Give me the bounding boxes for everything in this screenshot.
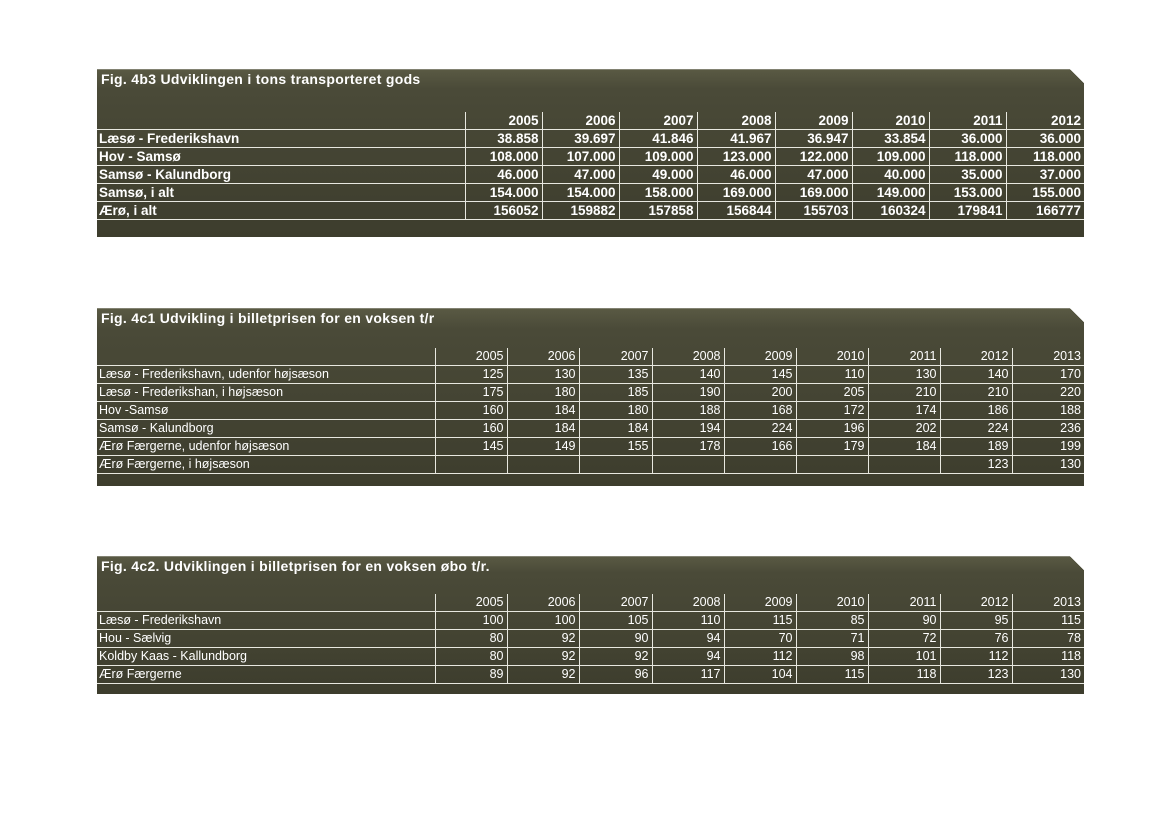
table-ticket-price-adult-grid xyxy=(97,348,1084,474)
value-cell: 98 xyxy=(796,648,868,666)
value-cell: 149 xyxy=(507,438,579,456)
value-cell: 159882 xyxy=(542,202,619,220)
value-cell: 180 xyxy=(507,384,579,402)
value-cell: 188 xyxy=(652,402,724,420)
table-row xyxy=(97,384,1084,402)
value-cell: 160324 xyxy=(852,202,929,220)
value-cell: 168 xyxy=(724,402,796,420)
value-cell xyxy=(579,456,652,474)
table-row xyxy=(97,612,1084,630)
value-cell: 109.000 xyxy=(852,148,929,166)
value-cell: 85 xyxy=(796,612,868,630)
value-cell: 115 xyxy=(724,612,796,630)
year-header: 2011 xyxy=(929,112,1006,130)
table-ticket-price-islander xyxy=(97,556,1084,694)
value-cell: 110 xyxy=(652,612,724,630)
value-cell: 115 xyxy=(796,666,868,684)
year-header: 2013 xyxy=(1012,594,1084,612)
value-cell: 220 xyxy=(1012,384,1084,402)
value-cell: 154.000 xyxy=(465,184,542,202)
year-header: 2007 xyxy=(579,348,652,366)
table-row xyxy=(97,630,1084,648)
value-cell: 92 xyxy=(507,648,579,666)
row-label: Hou - Sælvig xyxy=(97,630,435,648)
year-header: 2009 xyxy=(775,112,852,130)
year-header: 2010 xyxy=(796,348,868,366)
value-cell: 46.000 xyxy=(465,166,542,184)
table-ticket-price-adult xyxy=(97,308,1084,486)
value-cell: 196 xyxy=(796,420,868,438)
year-header: 2006 xyxy=(507,348,579,366)
row-label: Læsø - Frederikshavn, udenfor højsæson xyxy=(97,366,435,384)
year-header: 2011 xyxy=(868,348,940,366)
value-cell: 178 xyxy=(652,438,724,456)
table-ticket-price-islander-title: Fig. 4c2. Udviklingen i billetprisen for en voksen øbo t/r. xyxy=(101,558,490,574)
table-header-row xyxy=(97,112,1084,130)
table-ticket-price-islander-grid xyxy=(97,594,1084,684)
header-label-cell xyxy=(97,348,435,366)
table-row xyxy=(97,130,1084,148)
value-cell: 110 xyxy=(796,366,868,384)
value-cell: 130 xyxy=(1012,666,1084,684)
value-cell: 184 xyxy=(579,420,652,438)
value-cell: 184 xyxy=(507,420,579,438)
row-label: Samsø - Kalundborg xyxy=(97,420,435,438)
value-cell: 122.000 xyxy=(775,148,852,166)
value-cell: 166777 xyxy=(1006,202,1084,220)
value-cell: 95 xyxy=(940,612,1012,630)
value-cell: 36.000 xyxy=(929,130,1006,148)
value-cell: 205 xyxy=(796,384,868,402)
year-header: 2008 xyxy=(652,594,724,612)
value-cell: 118 xyxy=(1012,648,1084,666)
value-cell: 199 xyxy=(1012,438,1084,456)
value-cell: 100 xyxy=(507,612,579,630)
value-cell: 49.000 xyxy=(619,166,697,184)
value-cell: 90 xyxy=(579,630,652,648)
value-cell: 149.000 xyxy=(852,184,929,202)
row-label: Samsø, i alt xyxy=(97,184,465,202)
year-header: 2008 xyxy=(697,112,775,130)
value-cell: 100 xyxy=(435,612,507,630)
year-header: 2009 xyxy=(724,348,796,366)
value-cell: 47.000 xyxy=(542,166,619,184)
table-row xyxy=(97,148,1084,166)
value-cell: 78 xyxy=(1012,630,1084,648)
value-cell: 92 xyxy=(507,666,579,684)
value-cell: 123.000 xyxy=(697,148,775,166)
value-cell xyxy=(507,456,579,474)
value-cell: 109.000 xyxy=(619,148,697,166)
value-cell: 40.000 xyxy=(852,166,929,184)
table-header-row xyxy=(97,594,1084,612)
row-label: Ærø, i alt xyxy=(97,202,465,220)
year-header: 2005 xyxy=(465,112,542,130)
value-cell: 41.846 xyxy=(619,130,697,148)
value-cell: 80 xyxy=(435,648,507,666)
value-cell: 72 xyxy=(868,630,940,648)
table-row xyxy=(97,456,1084,474)
table-row xyxy=(97,438,1084,456)
value-cell: 189 xyxy=(940,438,1012,456)
value-cell: 158.000 xyxy=(619,184,697,202)
value-cell: 200 xyxy=(724,384,796,402)
value-cell: 166 xyxy=(724,438,796,456)
value-cell: 157858 xyxy=(619,202,697,220)
table-header-row xyxy=(97,348,1084,366)
year-header: 2007 xyxy=(579,594,652,612)
value-cell: 112 xyxy=(724,648,796,666)
value-cell: 38.858 xyxy=(465,130,542,148)
year-header: 2013 xyxy=(1012,348,1084,366)
table-row xyxy=(97,184,1084,202)
value-cell: 184 xyxy=(868,438,940,456)
year-header: 2006 xyxy=(542,112,619,130)
row-label: Hov -Samsø xyxy=(97,402,435,420)
value-cell: 153.000 xyxy=(929,184,1006,202)
value-cell: 169.000 xyxy=(775,184,852,202)
table-freight-tons-title: Fig. 4b3 Udviklingen i tons transporteret gods xyxy=(101,71,421,87)
value-cell: 80 xyxy=(435,630,507,648)
value-cell: 112 xyxy=(940,648,1012,666)
value-cell: 104 xyxy=(724,666,796,684)
table-row xyxy=(97,648,1084,666)
value-cell: 47.000 xyxy=(775,166,852,184)
value-cell: 202 xyxy=(868,420,940,438)
value-cell: 179841 xyxy=(929,202,1006,220)
value-cell xyxy=(796,456,868,474)
row-label: Ærø Færgerne xyxy=(97,666,435,684)
value-cell: 117 xyxy=(652,666,724,684)
value-cell: 156844 xyxy=(697,202,775,220)
value-cell: 135 xyxy=(579,366,652,384)
value-cell: 118.000 xyxy=(1006,148,1084,166)
table-freight-tons xyxy=(97,69,1084,237)
year-header: 2012 xyxy=(940,348,1012,366)
value-cell: 236 xyxy=(1012,420,1084,438)
value-cell: 130 xyxy=(868,366,940,384)
value-cell: 210 xyxy=(868,384,940,402)
value-cell: 33.854 xyxy=(852,130,929,148)
table-row xyxy=(97,420,1084,438)
year-header: 2010 xyxy=(852,112,929,130)
value-cell: 155703 xyxy=(775,202,852,220)
row-label: Læsø - Frederikshavn xyxy=(97,612,435,630)
value-cell: 184 xyxy=(507,402,579,420)
value-cell: 46.000 xyxy=(697,166,775,184)
table-freight-tons-grid xyxy=(97,112,1084,220)
year-header: 2006 xyxy=(507,594,579,612)
value-cell: 170 xyxy=(1012,366,1084,384)
header-label-cell xyxy=(97,594,435,612)
year-header: 2005 xyxy=(435,594,507,612)
value-cell: 175 xyxy=(435,384,507,402)
value-cell: 169.000 xyxy=(697,184,775,202)
value-cell: 155 xyxy=(579,438,652,456)
value-cell: 37.000 xyxy=(1006,166,1084,184)
table-row xyxy=(97,402,1084,420)
table-row xyxy=(97,166,1084,184)
value-cell: 94 xyxy=(652,648,724,666)
value-cell: 210 xyxy=(940,384,1012,402)
year-header: 2011 xyxy=(868,594,940,612)
value-cell: 224 xyxy=(724,420,796,438)
value-cell: 194 xyxy=(652,420,724,438)
year-header: 2009 xyxy=(724,594,796,612)
value-cell: 179 xyxy=(796,438,868,456)
value-cell: 70 xyxy=(724,630,796,648)
year-header: 2012 xyxy=(940,594,1012,612)
table-row xyxy=(97,366,1084,384)
year-header: 2010 xyxy=(796,594,868,612)
value-cell: 130 xyxy=(1012,456,1084,474)
value-cell: 96 xyxy=(579,666,652,684)
value-cell: 172 xyxy=(796,402,868,420)
value-cell: 140 xyxy=(652,366,724,384)
table-row xyxy=(97,666,1084,684)
value-cell: 108.000 xyxy=(465,148,542,166)
value-cell: 107.000 xyxy=(542,148,619,166)
table-row xyxy=(97,202,1084,220)
year-header: 2005 xyxy=(435,348,507,366)
year-header: 2007 xyxy=(619,112,697,130)
year-header: 2012 xyxy=(1006,112,1084,130)
row-label: Samsø - Kalundborg xyxy=(97,166,465,184)
header-label-cell xyxy=(97,112,465,130)
row-label: Læsø - Frederikshan, i højsæson xyxy=(97,384,435,402)
value-cell xyxy=(724,456,796,474)
value-cell: 123 xyxy=(940,456,1012,474)
value-cell: 89 xyxy=(435,666,507,684)
row-label: Koldby Kaas - Kallundborg xyxy=(97,648,435,666)
value-cell: 160 xyxy=(435,402,507,420)
value-cell: 156052 xyxy=(465,202,542,220)
value-cell: 125 xyxy=(435,366,507,384)
year-header: 2008 xyxy=(652,348,724,366)
value-cell: 145 xyxy=(435,438,507,456)
value-cell: 94 xyxy=(652,630,724,648)
value-cell: 140 xyxy=(940,366,1012,384)
row-label: Ærø Færgerne, udenfor højsæson xyxy=(97,438,435,456)
value-cell: 155.000 xyxy=(1006,184,1084,202)
row-label: Ærø Færgerne, i højsæson xyxy=(97,456,435,474)
row-label: Hov - Samsø xyxy=(97,148,465,166)
value-cell: 39.697 xyxy=(542,130,619,148)
value-cell: 105 xyxy=(579,612,652,630)
value-cell: 186 xyxy=(940,402,1012,420)
value-cell: 92 xyxy=(579,648,652,666)
value-cell: 190 xyxy=(652,384,724,402)
value-cell: 145 xyxy=(724,366,796,384)
table-ticket-price-adult-title: Fig. 4c1 Udvikling i billetprisen for en voksen t/r xyxy=(101,310,435,326)
value-cell: 130 xyxy=(507,366,579,384)
value-cell: 115 xyxy=(1012,612,1084,630)
value-cell xyxy=(652,456,724,474)
value-cell: 160 xyxy=(435,420,507,438)
value-cell: 224 xyxy=(940,420,1012,438)
value-cell: 35.000 xyxy=(929,166,1006,184)
value-cell: 92 xyxy=(507,630,579,648)
value-cell: 154.000 xyxy=(542,184,619,202)
value-cell: 36.947 xyxy=(775,130,852,148)
value-cell: 71 xyxy=(796,630,868,648)
value-cell: 123 xyxy=(940,666,1012,684)
value-cell: 76 xyxy=(940,630,1012,648)
value-cell: 101 xyxy=(868,648,940,666)
value-cell: 185 xyxy=(579,384,652,402)
value-cell: 180 xyxy=(579,402,652,420)
value-cell: 36.000 xyxy=(1006,130,1084,148)
value-cell: 90 xyxy=(868,612,940,630)
value-cell xyxy=(868,456,940,474)
value-cell: 188 xyxy=(1012,402,1084,420)
value-cell: 118 xyxy=(868,666,940,684)
value-cell xyxy=(435,456,507,474)
value-cell: 174 xyxy=(868,402,940,420)
value-cell: 41.967 xyxy=(697,130,775,148)
row-label: Læsø - Frederikshavn xyxy=(97,130,465,148)
value-cell: 118.000 xyxy=(929,148,1006,166)
